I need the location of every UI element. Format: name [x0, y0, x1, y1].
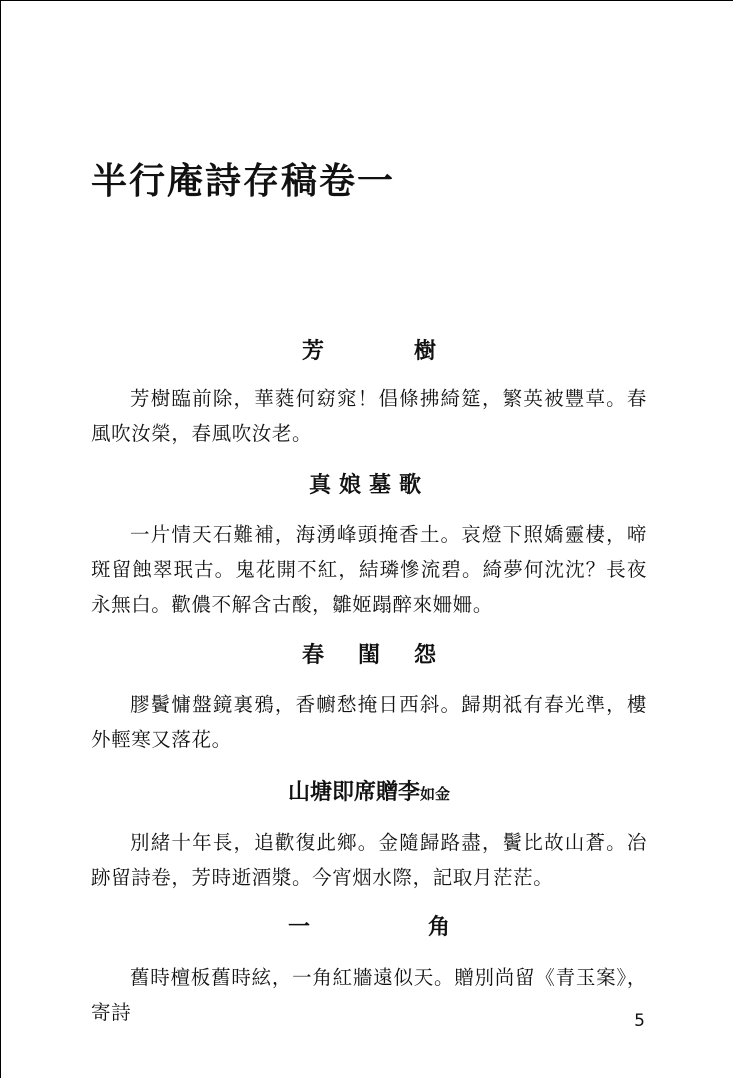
poem-title: 一 角 [287, 915, 498, 940]
poem-body: 一片情天石難補，海湧峰頭掩香土。哀燈下照嬌靈棲，啼斑留蝕翠珉古。鬼花開不紅，結璘慘流碧。綺夢何沈沈？長夜永無白。歡儂不解含古酸，雛姬蹋醉來姍姍。 [91, 523, 647, 616]
poem-fangshu [91, 338, 647, 451]
poem-body: 舊時檀板舊時絃，一角紅牆遠似天。贈別尚留《青玉案》，寄詩 [91, 966, 647, 1024]
poem-title-note: 如金 [420, 785, 451, 803]
page-number: 5 [634, 1011, 645, 1031]
poem-body: 芳樹臨前除，華蕤何窈窕！倡條拂綺筵，繁英被豐草。春風吹汝榮，春風吹汝老。 [91, 387, 647, 445]
poem-shantang [91, 779, 647, 895]
poem-title: 春閨怨 [301, 643, 470, 668]
poem-zhenniang [91, 472, 647, 622]
poem-body: 別緒十年長，追歡復此鄉。金隨歸路盡，鬢比故山蒼。冶跡留詩卷，芳時逝酒漿。今宵烟水際，記取月茫茫。 [91, 831, 647, 889]
poem-body: 膠鬢慵盤鏡裏鴉，香幮愁掩日西斜。歸期祗有春光準，樓外輕寒又落花。 [91, 693, 647, 751]
poem-title: 真娘墓歌 [308, 473, 429, 498]
poem-title [91, 779, 647, 807]
volume-title: 半行庵詩存稿卷一 [91, 160, 396, 202]
poem-yijiao [91, 914, 647, 1030]
poem-chungui [91, 642, 647, 757]
poem-title-text: 山塘即席贈李 [287, 780, 420, 805]
poem-title: 芳 樹 [301, 339, 470, 364]
